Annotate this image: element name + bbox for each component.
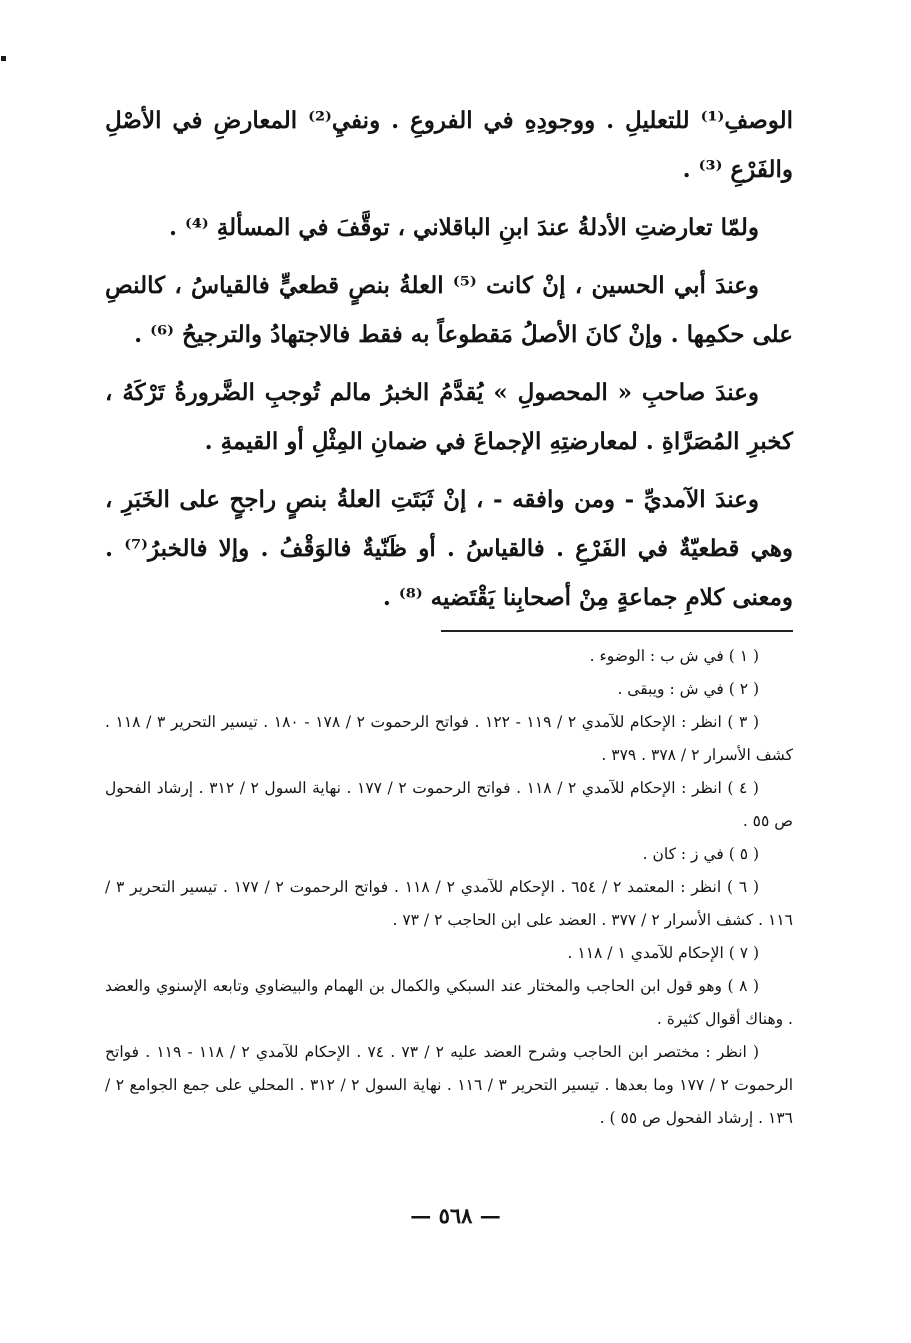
footnote-1: ( ١ ) في ش ب : الوضوء . xyxy=(589,647,759,665)
paragraph-2: ولمّا تعارضتِ الأدلةُ عندَ ابنِ الباقلاني ، توقَّفَ في المسألةِ ⁽⁴⁾ . xyxy=(168,214,759,241)
footnote-8-references: ( انظر : مختصر ابن الحاجب وشرح العضد عليه ٢ / ٧٣ . ٧٤ . الإحكام للآمدي ٢ / ١١٨ - ١١٩ . فواتح الرحموت ٢ / ١٧٧ وما بعدها . تيسير التحرير ٣ / ١١٦ . نهاية السول ٢ / ٣١٢ . المحلي على جمع الجوامع ٢ / ١٣٦ . إرشاد الفحول ص ٥٥ ) . xyxy=(105,1043,794,1127)
page-content xyxy=(105,96,793,1135)
footnote-2: ( ٢ ) في ش : ويبقى . xyxy=(617,680,759,698)
footnote-separator xyxy=(441,630,793,632)
footnote-7: ( ٧ ) الإحكام للآمدي ١ / ١١٨ . xyxy=(567,944,759,962)
paragraph-4: وعندَ صاحبِ « المحصولِ » يُقدَّمُ الخبرُ مالم تُوجبِ الضَّرورةُ تَرْكَهُ ، كخبرِ المُصَرَّاةِ . لمعارضتِهِ الإجماعَ في ضمانِ المِثْلِ أو القيمةِ . xyxy=(105,379,793,455)
paragraph-5: وعندَ الآمديِّ - ومن وافقه - ، إنْ ثَبَتَتِ العلةُ بنصٍ راجحٍ على الخَبَرِ ، وهي قطعيّةٌ في الفَرْعِ . فالقياسُ . أو ظَنّيةٌ فالوَقْفُ . وإلا فالخبرُ⁽⁷⁾ . ومعنى كلامِ جماعةٍ مِنْ أصحابِنا يَقْتَضيه ⁽⁸⁾ . xyxy=(105,486,793,611)
footnote-6: ( ٦ ) انظر : المعتمد ٢ / ٦٥٤ . الإحكام للآمدي ٢ / ١١٨ . فواتح الرحموت ٢ / ١٧٧ . تيسير التحرير ٣ / ١١٦ . كشف الأسرار ٢ / ٣٧٧ . العضد على ابن الحاجب ٢ / ٧٣ . xyxy=(105,878,793,929)
footnote-5: ( ٥ ) في ز : كان . xyxy=(642,845,759,863)
scan-mark xyxy=(1,56,6,61)
footnote-4: ( ٤ ) انظر : الإحكام للآمدي ٢ / ١١٨ . فواتح الرحموت ٢ / ١٧٧ . نهاية السول ٢ / ٣١٢ . إرشاد الفحول ص ٥٥ . xyxy=(105,779,793,830)
main-text xyxy=(105,96,793,622)
footnote-8: ( ٨ ) وهو قول ابن الحاجب والمختار عند السبكي والكمال بن الهمام والبيضاوي وتابعه الإسنوي والعضد . وهناك أقوال كثيرة . xyxy=(105,977,793,1028)
footnotes xyxy=(105,640,793,1135)
footnote-3: ( ٣ ) انظر : الإحكام للآمدي ٢ / ١١٩ - ١٢٢ . فواتح الرحموت ٢ / ١٧٨ - ١٨٠ . تيسير التحرير ٣ / ١١٨ . كشف الأسرار ٢ / ٣٧٨ . ٣٧٩ . xyxy=(105,713,793,764)
paragraph-1: الوصفِ⁽¹⁾ للتعليلِ . ووجودِهِ في الفروعِ . ونفيِ⁽²⁾ المعارضِ في الأصْلِ والفَرْعِ ⁽³⁾ . xyxy=(105,107,793,183)
paragraph-3: وعندَ أبي الحسين ، إنْ كانت ⁽⁵⁾ العلةُ بنصٍ قطعيٍّ فالقياسُ ، كالنصِ على حكمِها . وإنْ كانَ الأصلُ مَقطوعاً به فقط فالاجتهادُ والترجيحُ ⁽⁶⁾ . xyxy=(105,272,793,348)
page-number: — ٥٦٨ — xyxy=(410,1203,501,1228)
